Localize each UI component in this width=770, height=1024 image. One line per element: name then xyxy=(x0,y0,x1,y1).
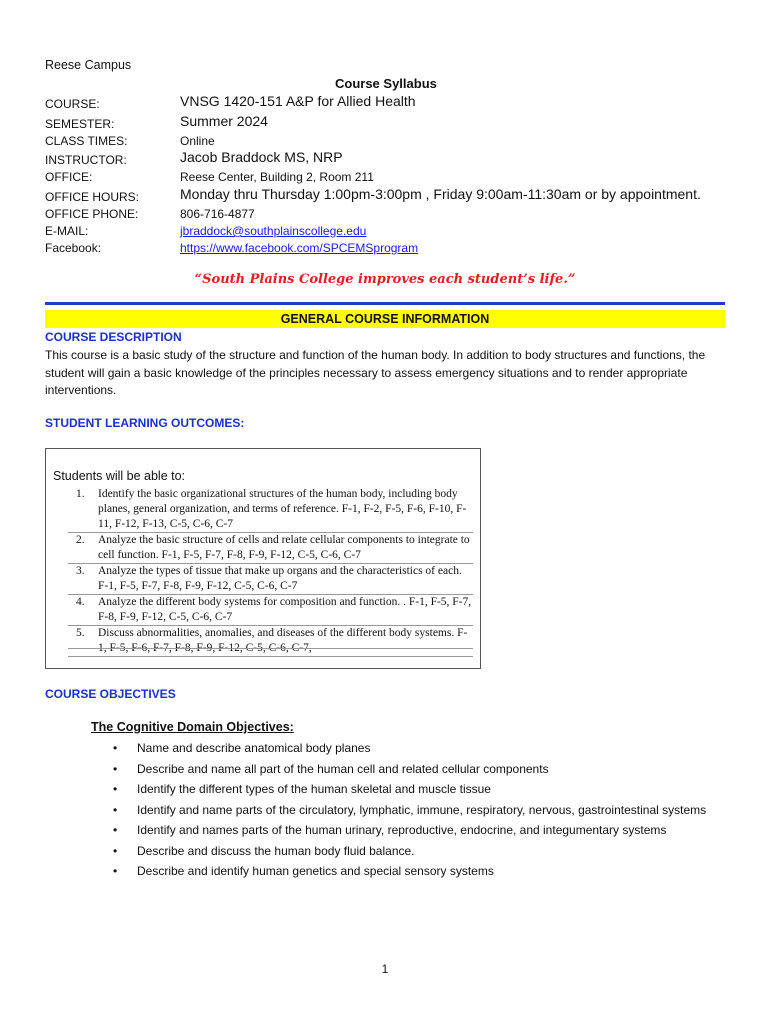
info-row-facebook xyxy=(45,239,745,257)
bullet-icon: • xyxy=(113,741,118,755)
bullet-icon: • xyxy=(113,802,118,817)
semester-value: Summer 2024 xyxy=(180,113,268,129)
campus-name: Reese Campus xyxy=(45,58,132,72)
bullet-icon: • xyxy=(113,782,118,796)
outcome-text: Identify the basic organizational structures of the human body, including body planes, general organization, and terms of reference. F-1, F-2, F-5, F-6, F-10, F-11, F-12, F-13, C-5, C-6, C-7 xyxy=(98,488,467,530)
list-item xyxy=(68,533,473,564)
list-item xyxy=(113,841,733,862)
course-description-heading: COURSE DESCRIPTION xyxy=(45,330,182,344)
objective-text: Describe and discuss the human body fluid balance. xyxy=(137,843,415,858)
facebook-link[interactable]: https://www.facebook.com/SPCEMSprogram xyxy=(180,241,419,255)
list-item xyxy=(68,564,473,595)
objective-text: Describe and name all part of the human cell and related cellular components xyxy=(137,761,549,776)
bullet-icon: • xyxy=(113,864,118,878)
office-hours-value: Monday thru Thursday 1:00pm-3:00pm , Friday 9:00am-11:30am or by appointment. xyxy=(180,186,701,202)
outcome-text: Analyze the types of tissue that make up organs and the characteristics of each. F-1, F-5, F-7, F-8, F-9, F-12, C-5, C-6, C-7 xyxy=(98,565,462,592)
info-row-email xyxy=(45,222,745,240)
section-divider xyxy=(45,302,725,305)
bullet-icon: • xyxy=(113,761,118,776)
objectives-list xyxy=(113,738,733,882)
objective-text: Identify and names parts of the human urinary, reproductive, endocrine, and integumentary systems xyxy=(137,823,667,837)
objective-text: Identify and name parts of the circulatory, lymphatic, immune, respiratory, nervous, gastrointestinal systems xyxy=(137,802,707,817)
list-item xyxy=(113,820,733,841)
page-number: 1 xyxy=(381,962,389,976)
office-hours-label: OFFICE HOURS: xyxy=(45,190,140,204)
outcome-number: 5. xyxy=(76,627,85,639)
objective-text: Name and describe anatomical body planes xyxy=(137,741,371,755)
outcome-text: Analyze the different body systems for composition and function. . F-1, F-5, F-7, F-8, F-9, F-12, C-5, C-6, C-7 xyxy=(98,596,472,623)
email-link[interactable]: jbraddock@southplainscollege.edu xyxy=(180,224,367,238)
list-item xyxy=(113,800,733,821)
class-times-value: Online xyxy=(180,134,215,148)
instructor-value: Jacob Braddock MS, NRP xyxy=(180,149,343,165)
office-phone-value: 806-716-4877 xyxy=(180,207,255,221)
course-label: COURSE: xyxy=(45,97,100,111)
course-objectives-heading: COURSE OBJECTIVES xyxy=(45,687,176,701)
info-row-office xyxy=(45,168,745,186)
outcome-text: Analyze the basic structure of cells and relate cellular components to integrate to cell function. F-1, F-5, F-7, F-8, F-9, F-12, C-5, C-6, C-7 xyxy=(98,534,470,561)
semester-label: SEMESTER: xyxy=(45,117,115,131)
objective-text: Describe and identify human genetics and special sensory systems xyxy=(137,864,494,878)
bullet-icon: • xyxy=(113,843,118,858)
outcomes-intro: Students will be able to: xyxy=(53,469,186,483)
outcome-number: 3. xyxy=(76,565,85,577)
list-item xyxy=(68,626,473,657)
list-item xyxy=(113,759,733,780)
outcome-number: 2. xyxy=(76,534,85,546)
info-row-office-hours xyxy=(45,188,745,206)
course-value: VNSG 1420-151 A&P for Allied Health xyxy=(180,93,416,109)
objective-text: Identify the different types of the human skeletal and muscle tissue xyxy=(137,782,491,796)
general-info-heading: GENERAL COURSE INFORMATION xyxy=(45,310,725,328)
office-label: OFFICE: xyxy=(45,170,93,184)
list-item xyxy=(113,861,733,882)
page-title: Course Syllabus xyxy=(335,76,437,91)
list-item xyxy=(113,779,733,800)
office-value: Reese Center, Building 2, Room 211 xyxy=(180,170,374,184)
list-item xyxy=(113,738,733,759)
bullet-icon: • xyxy=(113,823,118,837)
info-row-semester xyxy=(45,115,745,133)
class-times-label: CLASS TIMES: xyxy=(45,134,128,148)
list-item xyxy=(68,595,473,626)
info-row-instructor xyxy=(45,151,745,169)
info-row-class-times xyxy=(45,132,745,150)
list-item xyxy=(68,487,473,533)
info-row-office-phone xyxy=(45,205,745,223)
course-description-text: This course is a basic study of the structure and function of the human body. In addition to body structures and functions, the student will gain a basic knowledge of the principles necessary to assess emergency situations and to render appropriate interventions. xyxy=(45,348,706,397)
email-label: E-MAIL: xyxy=(45,224,89,238)
office-phone-label: OFFICE PHONE: xyxy=(45,207,139,221)
outcomes-list xyxy=(68,487,473,657)
outcome-number: 4. xyxy=(76,596,85,608)
instructor-label: INSTRUCTOR: xyxy=(45,153,127,167)
learning-outcomes-heading: STUDENT LEARNING OUTCOMES: xyxy=(45,416,245,430)
learning-outcomes-table xyxy=(45,448,481,669)
outcome-number: 1. xyxy=(76,488,85,500)
facebook-label: Facebook: xyxy=(45,241,102,255)
outcome-text: Discuss abnormalities, anomalies, and diseases of the different body systems. F-1, F-5, F-6, F-7, F-8, F-9, F-12, C-5, C-6, C-7, xyxy=(98,627,468,654)
college-motto: “South Plains College improves each student’s life.” xyxy=(194,272,576,287)
info-row-course xyxy=(45,95,745,113)
cognitive-objectives-subheading: The Cognitive Domain Objectives: xyxy=(91,720,294,734)
table-rule xyxy=(68,648,473,649)
